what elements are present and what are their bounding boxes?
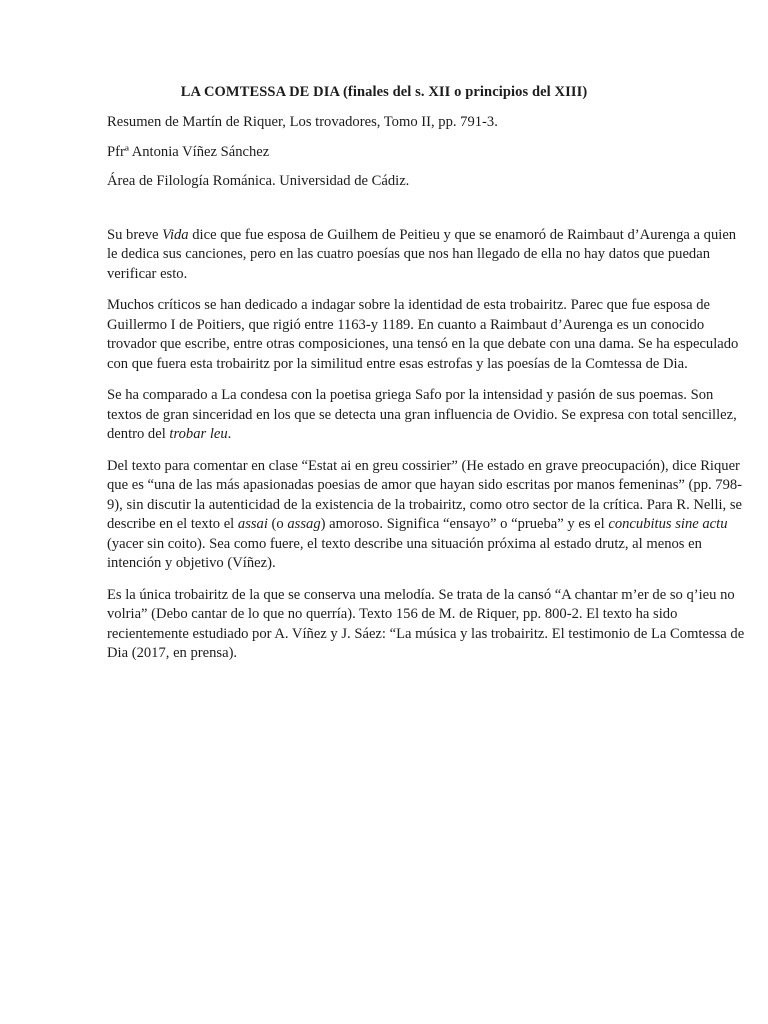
paragraph-estat-ai [107, 457, 746, 574]
italic-term: Vida [162, 226, 189, 243]
affiliation-line: Área de Filología Románica. Universidad de Cádiz. [107, 173, 410, 189]
paragraph-identity [107, 296, 746, 374]
paragraph-safo [107, 386, 746, 445]
text-run: Del texto para comentar en clase “Estat ai en greu cossirier” (He estado en grave preocupación), dice Riquer que es “una de las más apasionadas poesias de amor que hayan sido escritas por manos femeninas” (pp. 798-9), sin discutir la autenticidad de la existencia de la trobairitz, como otro sector de la crítica. Para R. Nelli, se describe en el texto el [107, 457, 743, 532]
text-run: (yacer sin coito). Sea como fuere, el texto describe una situación próxima al estado drutz, al menos en intención y objetivo (Víñez). [107, 535, 702, 571]
text-run: ) amoroso. Significa “ensayo” o “prueba” y es el [320, 516, 609, 532]
text-run: Su breve [107, 226, 163, 243]
paragraph-melodia [107, 586, 746, 664]
document-body [107, 113, 746, 664]
document-title: LA COMTESSA DE DIA (finales del s. XII o principios del XIII) [180, 84, 588, 100]
text-run: dice que fue esposa de Guilhem de Peitieu y que se enamoró de Raimbaut d’Aurenga a quien le dedica sus canciones, pero en las cuatro poesías que nos han llegado de ella no hay datos que puedan verificar esto. [107, 226, 737, 282]
text-run: Es la única trobairitz de la que se conserva una melodía. Se trata de la cansó “A chantar m’er de so q’ieu no volria” (Debo cantar de lo que no querría). Texto 156 de M. de Riquer, pp. 800-2. El texto ha sido recientemente estudiado por A. Víñez y J. Sáez: “La música y las trobairitz. El testimonio de La Comtessa de Dia (2017, en prensa). [107, 586, 745, 661]
paragraph-vida [107, 226, 746, 285]
text-run: Muchos críticos se han dedicado a indagar sobre la identidad de esta trobairitz. Parec que fue esposa de Guillermo I de Poitiers, que rigió entre 1163-y 1189. En cuanto a Raimbaut d’Aurenga es un conocido trovador que escribe, entre otras composiciones, una tensó en la que debate con una dama. Se ha especulado con que fuera esta trobairitz por la similitud entre esas estrofas y las poesías de la Comtessa de Dia. [107, 297, 739, 372]
text-run: Se ha comparado a La condesa con la poetisa griega Safo por la intensidad y pasión de sus poemas. Son textos de gran sinceridad en los que se detecta una gran influencia de Ovidio. Se expresa con total sencillez, dentro del [107, 387, 737, 442]
italic-term: assag [287, 516, 321, 532]
source-reference-line: Resumen de Martín de Riquer, Los trovadores, Tomo II, pp. 791-3. [107, 114, 498, 130]
italic-term: assai [237, 516, 268, 532]
author-line: Pfrª Antonia Víñez Sánchez [107, 143, 270, 160]
text-run: (o [267, 516, 288, 532]
italic-term: concubitus sine actu [608, 516, 728, 532]
italic-term: trobar leu [169, 426, 228, 442]
text-run: . [227, 426, 232, 442]
